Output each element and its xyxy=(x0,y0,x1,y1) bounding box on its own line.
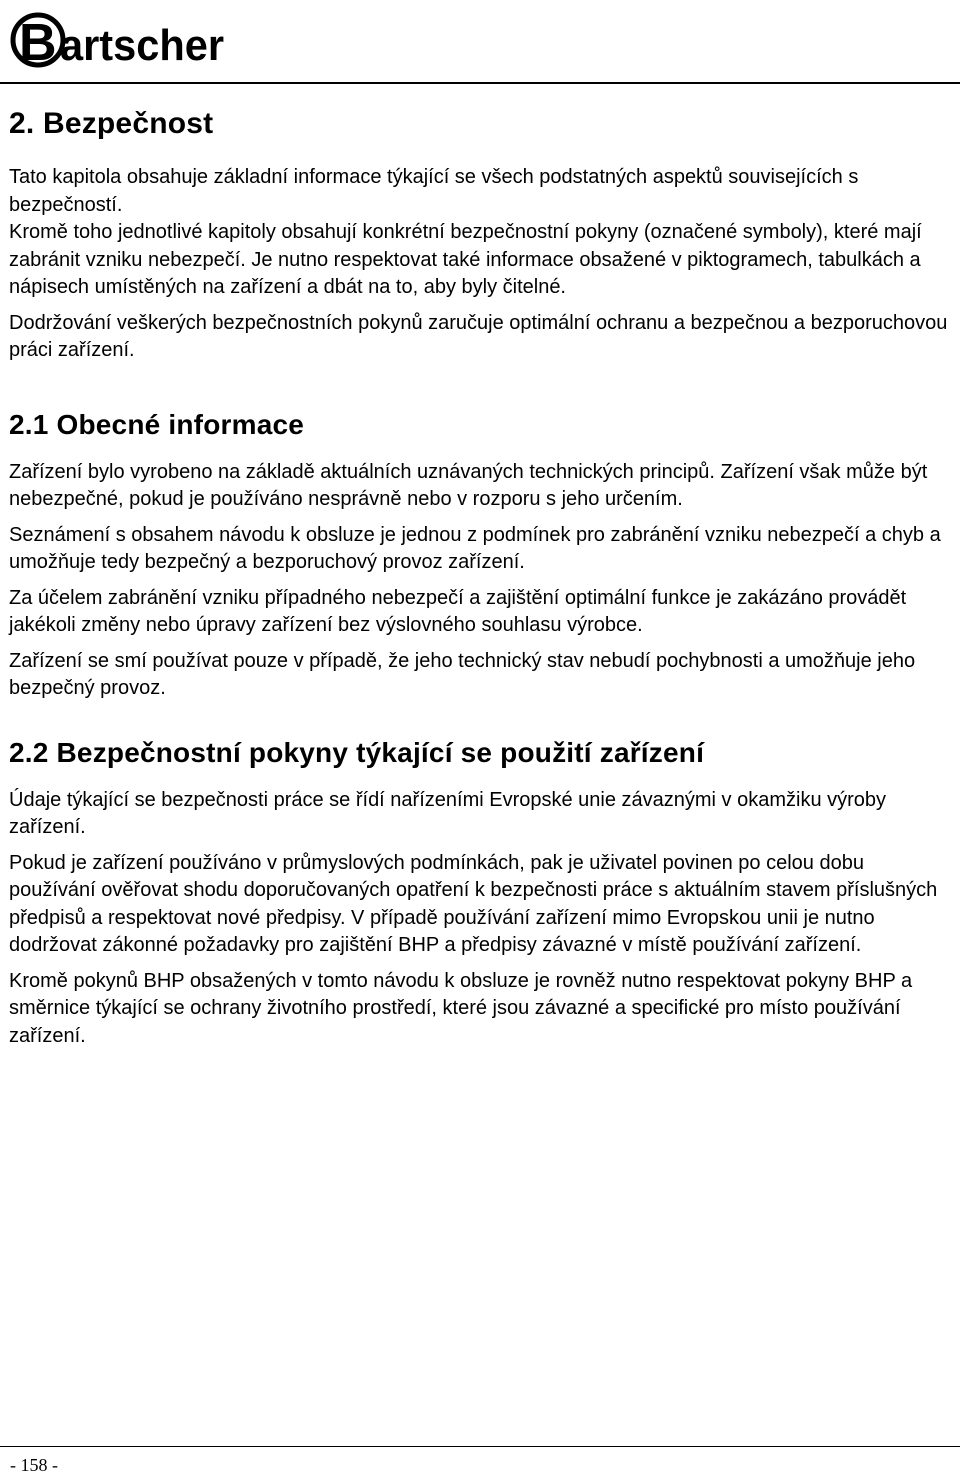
paragraph: Seznámení s obsahem návodu k obsluze je jednou z podmínek pro zabránění vzniku nebezpečí a chyb a umožňuje tedy bezpečný a bezporuchový provoz zařízení. xyxy=(9,523,941,573)
section-2-title: 2. Bezpečnost xyxy=(9,107,214,140)
paragraph: Zařízení bylo vyrobeno na základě aktuálních uznávaných technických principů. Zařízení však může být nebezpečné, pokud je používáno nesprávně nebo v rozporu s jeho určením. xyxy=(9,460,928,510)
paragraph: Pokud je zařízení používáno v průmyslových podmínkách, pak je uživatel povinen po celou dobu používání ověřovat shodu doporučovaných opatření k bezpečnosti práce s aktuálním stavem příslušných předpisů a respektovat nové předpisy. V případě používání zařízení mimo Evropskou unii je nutno dodržovat zákonné požadavky pro zajištění BHP a předpisy závazné v místě používání zařízení. xyxy=(9,851,938,956)
paragraph: Zařízení se smí používat pouze v případě, že jeho technický stav nebudí pochybnosti a umožňuje jeho bezpečný provoz. xyxy=(9,649,916,699)
header-rule xyxy=(0,82,960,84)
paragraph: Tato kapitola obsahuje základní informace týkající se všech podstatných aspektů souvisejících s bezpečností. xyxy=(9,166,859,216)
paragraph: Za účelem zabránění vzniku případného nebezpečí a zajištění optimální funkce je zakázáno provádět jakékoli změny nebo úpravy zařízení bez výslovného souhlasu výrobce. xyxy=(9,586,907,636)
footer-rule xyxy=(0,1446,960,1447)
section-2-2-title: 2.2 Bezpečnostní pokyny týkající se použití zařízení xyxy=(9,736,705,768)
page-number: - 158 - xyxy=(10,1455,58,1475)
section-2-1-title: 2.1 Obecné informace xyxy=(9,408,305,440)
paragraph: Kromě toho jednotlivé kapitoly obsahují konkrétní bezpečnostní pokyny (označené symboly), které mají zabránit vzniku nebezpečí. Je nutno respektovat také informace obsažené v piktogramech, tabulkách a nápisech umístěných na zařízení a dbát na to, aby byly čitelné. xyxy=(9,221,922,298)
logo-text: artscher xyxy=(60,21,224,70)
paragraph: Údaje týkající se bezpečnosti práce se řídí nařízeními Evropské unie závaznými v okamžiku výroby zařízení. xyxy=(9,788,887,838)
paragraph: Kromě pokynů BHP obsažených v tomto návodu k obsluze je rovněž nutno respektovat pokyny BHP a směrnice týkající se ochrany životního prostředí, které jsou závazné a specifické pro místo používání zařízení. xyxy=(9,969,913,1047)
paragraph: Dodržování veškerých bezpečnostních pokynů zaručuje optimální ochranu a bezpečnou a bezporuchovou práci zařízení. xyxy=(9,311,948,361)
bartscher-logo xyxy=(8,4,228,72)
svg-text:B: B xyxy=(19,14,57,72)
document-body xyxy=(9,104,954,1058)
